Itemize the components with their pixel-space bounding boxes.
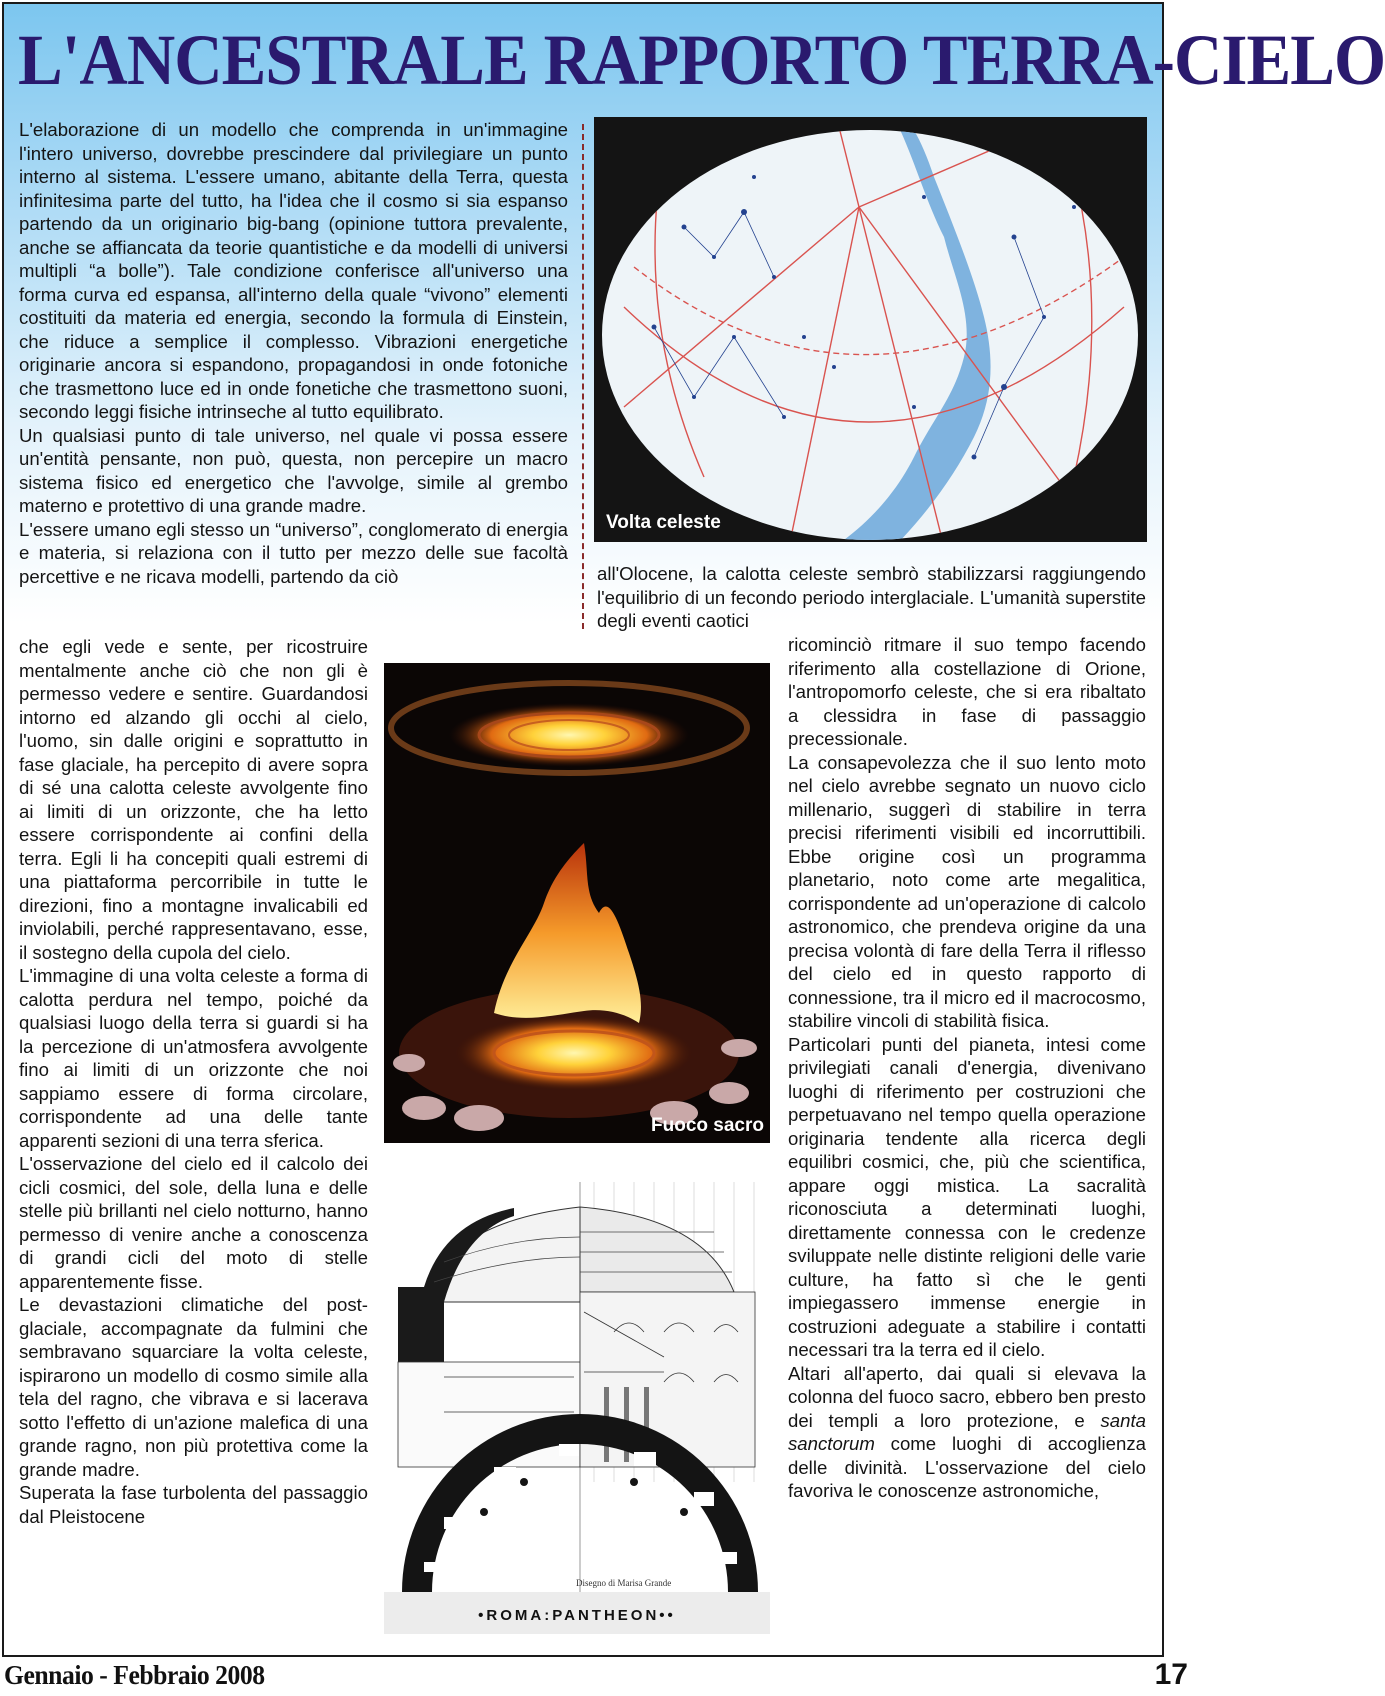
- italic-term: santa sanctorum: [788, 1409, 1146, 1454]
- text-left-narrow: [19, 635, 368, 1528]
- star-map-graphic: [594, 117, 1147, 542]
- star-map-image: [594, 117, 1147, 542]
- paragraph: La consapevolezza che il suo lento moto nel cielo avrebbe segnato un nuovo ciclo millenario, suggerì di stabilire in terra precisi riferimenti visibili ed incorruttibili. Ebbe origine così un programma planetario, noto come arte megalitica, corrispondente ad un'operazione di calcolo astronomico, che prendeva origine da una precisa volontà di fare della Terra il riflesso del cielo ed in questo rapporto di connessione, tra il micro ed il macrocosmo, stabilire vincoli di stabilità fisica.: [788, 751, 1146, 1031]
- text-right-wide: [597, 562, 1146, 633]
- pantheon-image: [384, 1182, 770, 1634]
- paragraph: L'osservazione del cielo ed il calcolo dei cicli cosmici, del sole, della luna e delle stelle più brillanti nel cielo notturno, hanno permesso di venire anche a conoscenza di grandi cicli del moto di stelle apparentemente fisse.: [19, 1153, 368, 1292]
- pantheon-banner: •ROMA:PANTHEON••: [478, 1607, 676, 1624]
- text-run: Altari all'aperto, dai quali si elevava la colonna del fuoco sacro, ebbero ben presto dei templi a loro protezione, e: [788, 1362, 1146, 1431]
- paragraph: Particolari punti del pianeta, intesi come privilegiati canali d'energia, divenivano luoghi di riferimento per costruzioni che perpetuavano nel tempo quella operazione originaria tendente alla ricerca degli equilibri cosmici, che, più che scientifica, appare oggi mistica. La sacralità riconosciuta a determinati luoghi, direttamente connessa con le credenze sviluppate nelle distinte religioni delle varie culture, ha fatto sì che le genti impiegassero immense energie in costruzioni adeguate a stabilire i contatti necessari tra la terra ed il cielo.: [788, 1033, 1146, 1360]
- paragraph: [788, 1362, 1146, 1503]
- paragraph: L'elaborazione di un modello che comprenda in un'immagine l'intero universo, dovrebbe prescindere dal privilegiare un punto interno al sistema. L'essere umano, abitante della Terra, questa infinitesima parte del tutto, ha l'idea che il cosmo si sia espanso partendo da un originario big-bang (opinione tuttora prevalente, anche se affiancata da teorie quantistiche e da modelli di universi multipli “a bolle”). Tale condizione conferisce all'universo una forma curva ed espansa, all'interno della quale “vivono” elementi costituiti da materia ed energia, secondo la formula di Einstein, che riduce a semplice il complesso. Vibrazioni energetiche originarie ancora si espandono, propagandosi in onde fotoniche che trasmettono luce ed in onde fonetiche che trasmettono suoni, secondo leggi fisiche intrinseche al tutto equilibrato.: [19, 119, 568, 422]
- text-right-narrow: [788, 633, 1146, 1503]
- paragraph: Superata la fase turbolenta del passaggio dal Pleistocene: [19, 1482, 368, 1527]
- paragraph: Un qualsiasi punto di tale universo, nel quale vi possa essere un'entità pensante, non può, questa, non percepire un macro sistema fisico ed energetico che l'avvolge, simile al grembo materno e protettivo di una grande madre.: [19, 424, 568, 516]
- paragraph: L'immagine di una volta celeste a forma di calotta perdura nel tempo, poiché da qualsiasi luogo della terra si guardi si ha la percezione di un'atmosfera avvolgente fino ai limiti di un orizzonte che noi sappiamo essere di forma circolare, corrispondente ad una delle tante apparenti sezioni di una terra sferica.: [19, 965, 368, 1151]
- fire-image: [384, 663, 770, 1143]
- paragraph: ricominciò ritmare il suo tempo facendo riferimento alla costellazione di Orione, l'antropomorfo celeste, che si era ribaltato a clessidra in fase di passaggio precessionale.: [788, 634, 1146, 749]
- issue-date: Gennaio - Febbraio 2008: [4, 1660, 265, 1690]
- pantheon-graphic: [384, 1182, 770, 1634]
- star-map-caption: Volta celeste: [606, 512, 721, 533]
- pantheon-credit: Disegno di Marisa Grande: [576, 1578, 672, 1588]
- paragraph: che egli vede e sente, per ricostruire mentalmente anche ciò che non gli è permesso vedere e sentire. Guardandosi intorno ed alzando gli occhi al cielo, l'uomo, sin dalle origini e soprattutto in fase glaciale, ha percepito di avere sopra di sé una calotta celeste avvolgente fino ai limiti di un orizzonte, che ha letto essere corrispondente ai confini della terra. Egli li ha concepiti quali estremi di una piattaforma percorribile in tutte le direzioni, fino a montagne invalicabili ed inviolabili, perché rappresentavano, esse, il sostegno della cupola del cielo.: [19, 636, 368, 963]
- text-run: come luoghi di accoglienza delle divinità. L'osservazione del cielo favoriva le conoscenze astronomiche,: [788, 1433, 1146, 1501]
- fire-caption: Fuoco sacro: [651, 1115, 764, 1136]
- column-divider: [582, 124, 584, 629]
- text-left-top: [19, 118, 568, 588]
- paragraph: L'essere umano egli stesso un “universo”, conglomerato di energia e materia, si relaziona con il tutto per mezzo delle sue facoltà percettive e ne ricava modelli, partendo da ciò: [19, 518, 568, 587]
- paragraph: Le devastazioni climatiche del post-glaciale, accompagnate da fulmini che sembravano squarciare la volta celeste, ispirarono un modello di cosmo simile alla tela del ragno, che vibrava e si lacerava sotto l'effetto di un'azione malefica di una grande ragno, non più protettiva come la grande madre.: [19, 1294, 368, 1480]
- page-number: 17: [1154, 1658, 1188, 1691]
- paragraph: all'Olocene, la calotta celeste sembrò stabilizzarsi raggiungendo l'equilibrio di un fecondo periodo interglaciale. L'umanità superstite degli eventi caotici: [597, 563, 1146, 631]
- page-title: L'ANCESTRALE RAPPORTO TERRA-CIELO: [18, 20, 1385, 100]
- fire-graphic: [384, 663, 770, 1143]
